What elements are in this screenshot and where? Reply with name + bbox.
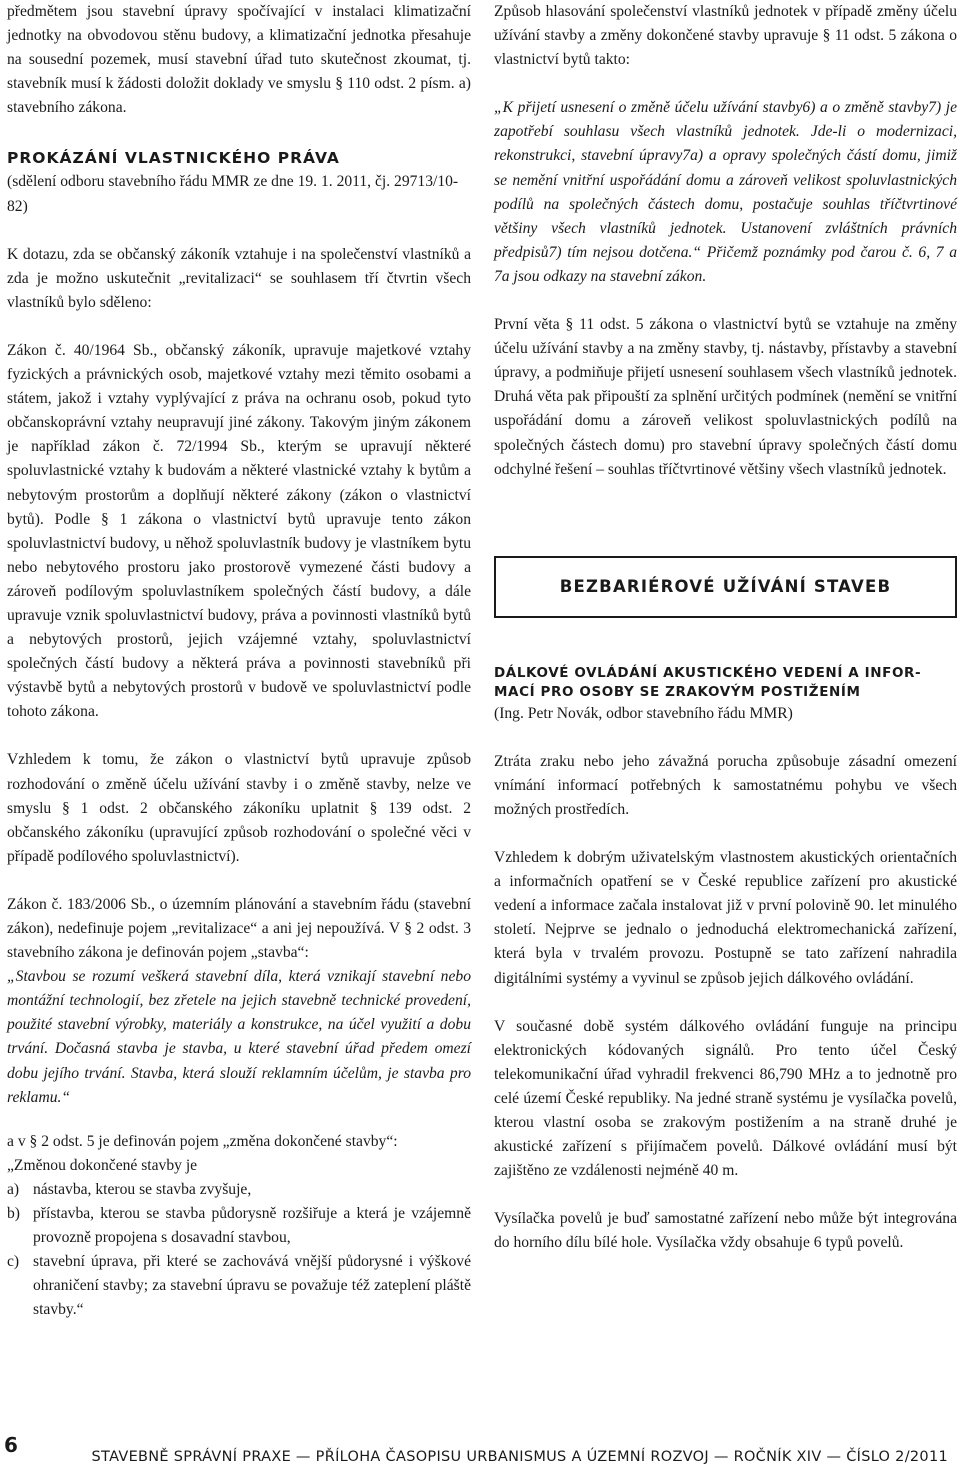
section-source: (sdělení odboru stavebního řádu MMR ze dne 19. 1. 2011, čj. 29713/10-82): [7, 173, 459, 215]
list-marker: c): [7, 1253, 20, 1271]
quote-building-definition: „Stavbou se rozumí veškerá stavební díla, která vznikají stavební nebo montážní technologií, bez zřetele na jejich stavebně technické provedení, použité stavební výrobky, materiály a konstrukce, na účel využití a dobu trvání. Dočasná stavba je stavba, u které stavební úřad předem omezí dobu jejího trvání. Stavba, která slouží reklamním účelům, je stavba pro reklamu.“: [7, 968, 471, 1106]
section-box-barrier-free: [494, 556, 957, 618]
list-text: nástavba, kterou se stavba zvyšuje,: [33, 1180, 252, 1198]
subsection-heading-remote-control: [494, 664, 957, 702]
paragraph-civil-code: Zákon č. 40/1964 Sb., občanský zákoník, upravuje majetkové vztahy fyzických a právnických osob, majetkové vztahy mezi těmito osobami a státem, jakož i vztahy vyplývající z práva na ochranu osob, pokud tyto občanskoprávní vztahy neupravují jiné zákony. Takovým jiným zákonem je například zákon č. 72/1994 Sb., kterým se upravují některé spoluvlastnické vztahy k budovám a některé vlastnické vztahy k bytům a nebytovým prostorům a doplňují některé zákony (zákon o vlastnictví bytů). Podle § 1 zákona o vlastnictví bytů upravuje tento zákon spoluvlastnictví budovy, u něhož spoluvlastník budovy je vlastníkem bytu nebo nebytového prostoru jako prostorově vymezené části budovy a zároveň podílovým spoluvlastníkem společných částí budovy, a dále upravuje vznik spoluvlastnictví budovy, práva a povinnosti vlastníků bytů a nebytových prostorů, jejich vzájemné vztahy, spoluvlastnictví společných částí budovy a některá práva a povinnosti stavebníků při výstavbě bytů a nebytových prostorů v budově ve spoluvlastnictví podle tohoto zákona.: [7, 341, 471, 721]
publication-footer: STAVEBNĚ SPRÁVNÍ PRAXE — PŘÍLOHA ČASOPISU URBANISMUS A ÚZEMNÍ ROZVOJ — ROČNÍK XIV — ČÍSLO 2/2011: [91, 1449, 948, 1465]
paragraph-change-definition: a v § 2 odst. 5 je definován pojem „změna dokončené stavby“:: [7, 1132, 398, 1150]
list-marker: a): [7, 1180, 20, 1198]
quote-voting-rule: „K přijetí usnesení o změně účelu užívání stavby6) a o změně stavby7) je zapotřebí souhlasu všech vlastníků jednotek. Jde-li o modernizaci, rekonstrukci, stavební úpravy7a) a opravy společných částí domu, jimiž se nemění vnitřní uspořádání domu a zároveň velikost spoluvlastnických podílů na společných částech domu, postačuje souhlas tříčtvrtinové většiny všech vlastníků jednotek. Ustanovení zvláštních právních předpisů7) tím nejsou dotčena.“ Přičemž poznámky pod čarou č. 6, 7 a 7a jsou odkazy na stavební zákon.: [494, 99, 957, 285]
paragraph-building-act: Zákon č. 183/2006 Sb., o územním plánování a stavebním řádu (stavební zákon), nedefinuje pojem „revitalizace“ a ani jej nepoužívá. V § 2 odst. 3 stavebního zákona je definován pojem „stavba“:: [7, 895, 471, 962]
paragraph-current-system: V současné době systém dálkového ovládání funguje na principu elektronických kódovaných signálů. Pro tento účel Český telekomunikační úřad vyhradil frekvenci 86,790 MHz a to jednotně pro celé území České republiky. Na jedné straně systému je vysílačka povelů, kterou vlastní osoba se zrakovým postižením a na straně druhé je akustické zařízení s přijímačem povelů. Dálkové ovládání musí být zajištěno ze vzdálenosti nejméně 40 m.: [494, 1017, 957, 1180]
list-item: [7, 1250, 471, 1322]
section-heading-ownership: PROKÁZÁNÍ VLASTNICKÉHO PRÁVA: [7, 149, 340, 168]
list-text: přístavba, kterou se stavba půdorysně rozšiřuje a která je vzájemně provozně propojena s dosavadní stavbou,: [33, 1205, 471, 1247]
list-item: [7, 1202, 471, 1250]
heading-line: MACÍ PRO OSOBY SE ZRAKOVÝM POSTIŽENÍM: [494, 683, 861, 700]
paragraph-change-intro: „Změnou dokončené stavby je: [7, 1156, 198, 1174]
paragraph-first-sentence: První věta § 11 odst. 5 zákona o vlastnictví bytů se vztahuje na změny účelu užívání stavby a na změny stavby, tj. nástavby, přístavby a stavební úpravy, a podmiňuje přijetí usnesení souhlasem všech vlastníků jednotek. Druhá věta pak připouští za splnění určitých podmínek (nemění se vnitřní uspořádání domu a zároveň velikost spoluvlastnických podílů na společných částech domu) pro stavební úpravy společných částí domu odchylné řešení – souhlas tříčtvrtinové většiny všech vlastníků jednotek.: [494, 316, 957, 478]
subsection-author: (Ing. Petr Novák, odbor stavebního řádu MMR): [494, 704, 793, 722]
change-types-list: [7, 1178, 471, 1323]
list-text: stavební úprava, při které se zachovává vnější půdorysné i výškové ohraničení stavby; za stavební úpravu se považuje též zateplení pláště stavby.“: [33, 1253, 471, 1319]
right-column: [494, 0, 957, 1255]
left-column: [7, 0, 471, 1323]
paragraph-consequence: Vzhledem k tomu, že zákon o vlastnictví bytů upravuje způsob rozhodování o změně účelu užívání stavby i o změně stavby, nelze ve smyslu § 1 odst. 2 občanského zákoníku uplatnit § 139 odst. 2 občanského zákoníku (upravující způsob rozhodování o společné věci v případě podílového spoluvlastnictví).: [7, 751, 471, 865]
paragraph-history: Vzhledem k dobrým uživatelským vlastnostem akustických orientačních a informačních opatření se v České republice zařízení pro akustické vedení a informace začala instalovat již v první polovině 90. let minulého století. Nejprve se jednalo o jednoduchá elektromechanická zařízení, která byla v trvalém provozu. Postupně se tato zařízení nahradila digitálními systémy a vyvinul se způsob jejich dálkového ovládání.: [494, 849, 957, 987]
paragraph-vision-loss: Ztráta zraku nebo jeho závažná porucha způsobuje zásadní omezení vnímání informací potřebných k samostatnému pohybu ve všech možných prostředích.: [494, 752, 957, 818]
paragraph-voting: Způsob hlasování společenství vlastníků jednotek v případě změny účelu užívání stavby a změny dokončené stavby upravuje § 11 odst. 5 zákona o vlastnictví bytů takto:: [494, 3, 957, 69]
paragraph-transmitter: Vysílačka povelů je buď samostatné zařízení nebo může být integrována do horního dílu bílé hole. Vysílačka vždy obsahuje 6 typů povelů.: [494, 1210, 957, 1252]
heading-line: DÁLKOVÉ OVLÁDÁNÍ AKUSTICKÉHO VEDENÍ A INFOR-: [494, 664, 922, 681]
section-box-title: BEZBARIÉROVÉ UŽÍVÁNÍ STAVEB: [559, 577, 892, 597]
list-item: [7, 1178, 471, 1202]
page-number: 6: [4, 1433, 18, 1457]
intro-paragraph: předmětem jsou stavební úpravy spočívající v instalaci klimatizační jednotky na obvodovou stěnu budovy, a klimatizační jednotka přesahuje na sousední pozemek, musí stavební úřad tuto skutečnost zkoumat, tj. stavebník musí k žádosti doložit doklady ve smyslu § 110 odst. 2 písm. a) stavebního zákona.: [7, 3, 471, 117]
paragraph-query: K dotazu, zda se občanský zákoník vztahuje i na společenství vlastníků a zda je možno uskutečnit „revitalizaci“ se souhlasem tří čtvrtin všech vlastníků bylo sděleno:: [7, 245, 471, 311]
list-marker: b): [7, 1205, 20, 1223]
